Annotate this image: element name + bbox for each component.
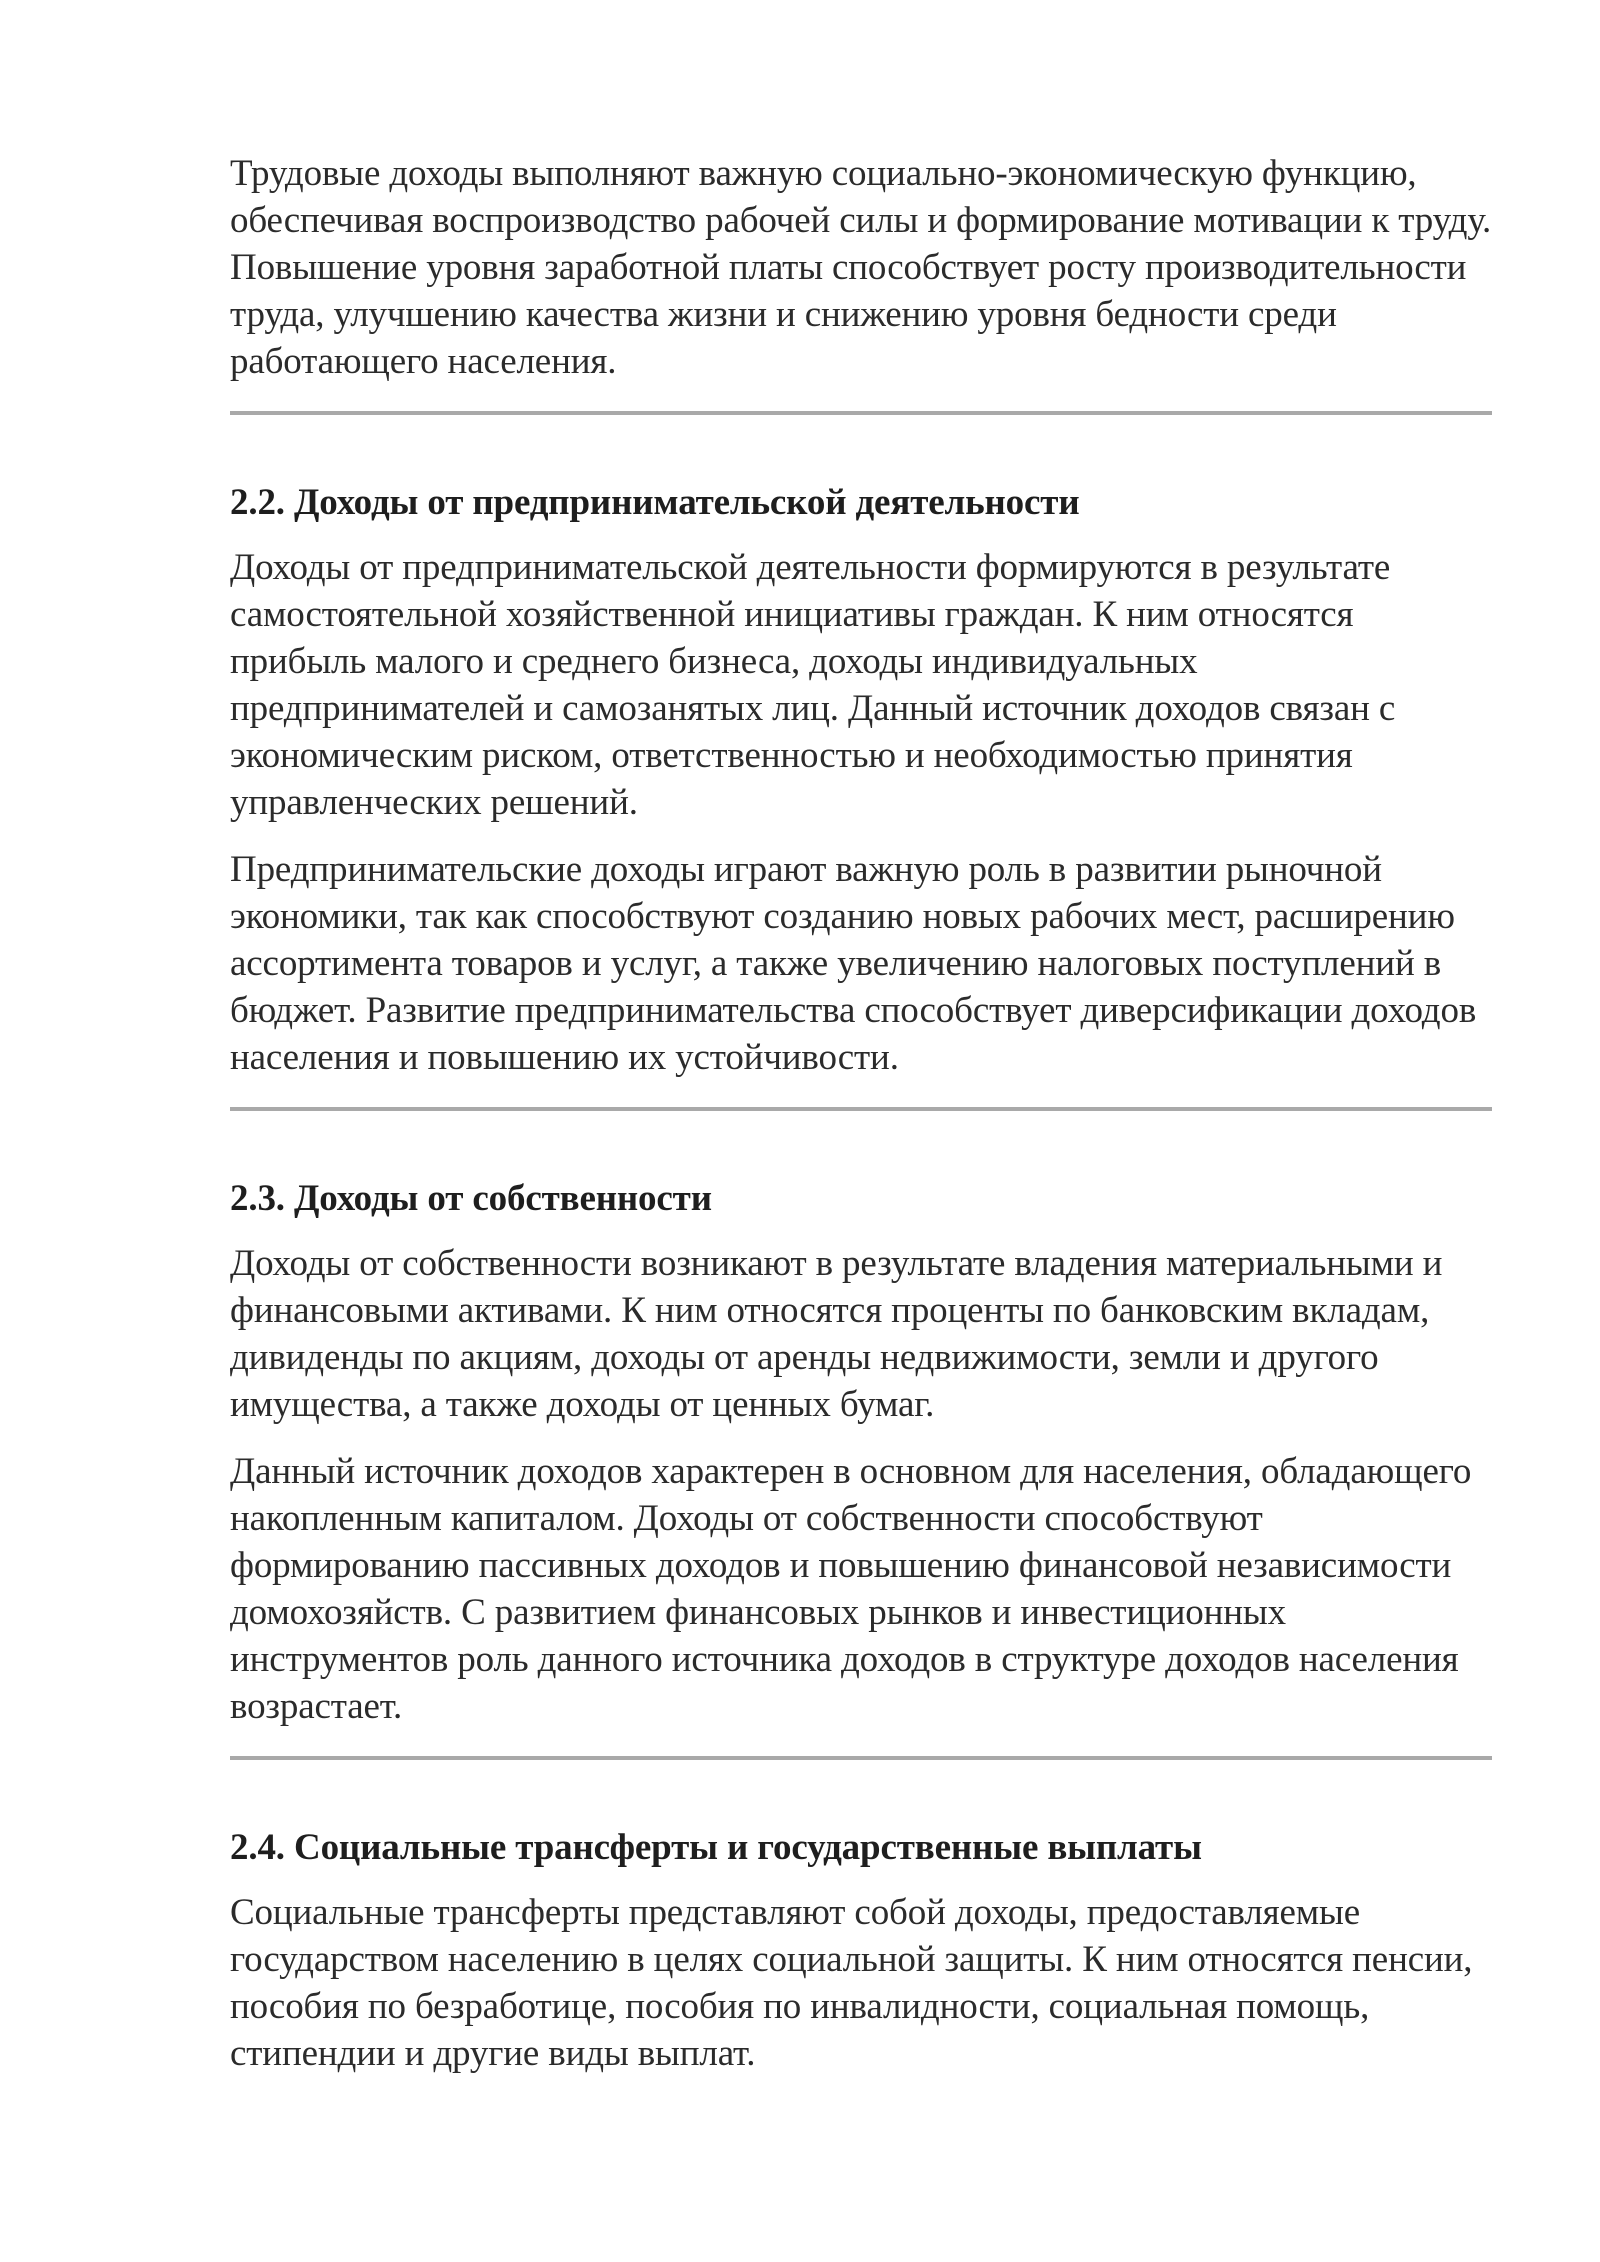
section-paragraph: Предпринимательские доходы играют важную роль в развитии рыночной экономики, так как способствуют созданию новых рабочих мест, расширению ассортимента товаров и услуг, а также увеличению налоговых поступлений в бюджет. Развитие предпринимательства способствует диверсификации доходов населения и повышению их устойчивости.: [230, 849, 1477, 1078]
section-heading: 2.3. Доходы от собственности: [230, 1178, 712, 1219]
section-paragraph: Доходы от собственности возникают в результате владения материальными и финансовыми активами. К ним относятся проценты по банковским вкладам, дивиденды по акциям, доходы от аренды недвижимости, земли и другого имущества, а также доходы от ценных бумаг.: [230, 1243, 1443, 1425]
document-page: [230, 150, 1492, 2077]
section-heading: 2.4. Социальные трансферты и государственные выплаты: [230, 1827, 1202, 1868]
intro-paragraph: Трудовые доходы выполняют важную социально-экономическую функцию, обеспечивая воспроизводство рабочей силы и формирование мотивации к труду. Повышение уровня заработной платы способствует росту производительности труда, улучшению качества жизни и снижению уровня бедности среди работающего населения.: [230, 153, 1492, 382]
section-divider: [230, 1107, 1492, 1111]
section-property-income: [230, 1175, 1492, 1760]
section-divider: [230, 411, 1492, 415]
section-paragraph: Доходы от предпринимательской деятельности формируются в результате самостоятельной хозяйственной инициативы граждан. К ним относятся прибыль малого и среднего бизнеса, доходы индивидуальных предпринимателей и самозанятых лиц. Данный источник доходов связан с экономическим риском, ответственностью и необходимостью принятия управленческих решений.: [230, 547, 1396, 823]
section-paragraph: Данный источник доходов характерен в основном для населения, обладающего накопленным капиталом. Доходы от собственности способствуют формированию пассивных доходов и повышению финансовой независимости домохозяйств. С развитием финансовых рынков и инвестиционных инструментов роль данного источника доходов в структуре доходов населения возрастает.: [230, 1451, 1472, 1727]
section-divider: [230, 1756, 1492, 1760]
section-entrepreneurial-income: [230, 479, 1492, 1111]
section-paragraph: Социальные трансферты представляют собой доходы, предоставляемые государством населению в целях социальной защиты. К ним относятся пенсии, пособия по безработице, пособия по инвалидности, социальная помощь, стипендии и другие виды выплат.: [230, 1892, 1473, 2074]
section-heading: 2.2. Доходы от предпринимательской деятельности: [230, 482, 1080, 523]
section-social-transfers: [230, 1824, 1492, 2077]
